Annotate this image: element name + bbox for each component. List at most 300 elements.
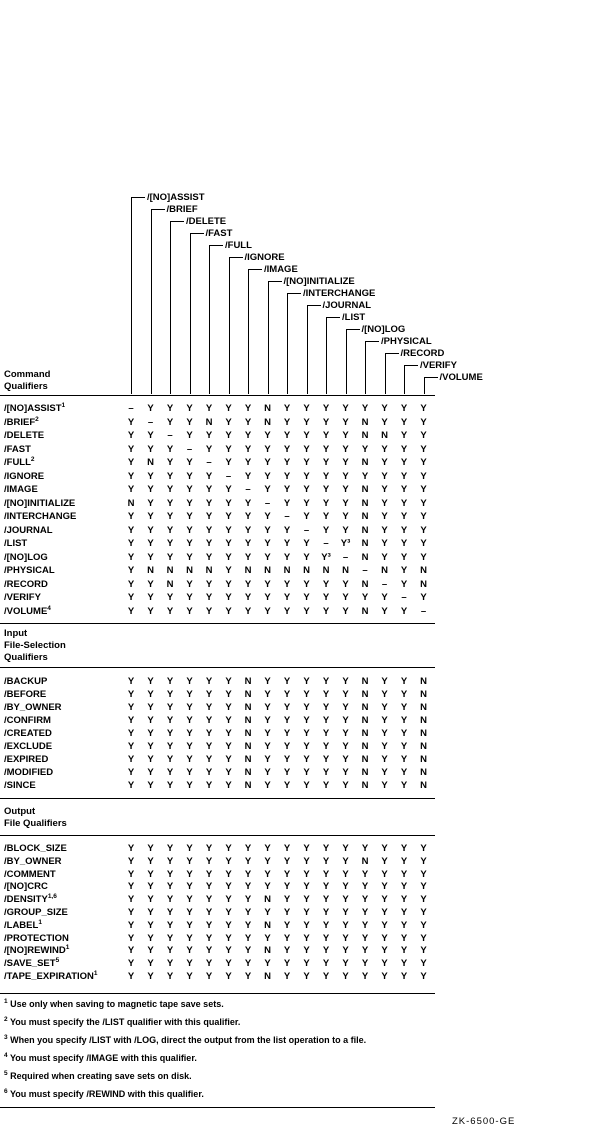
compat-cell: Y: [264, 538, 271, 549]
compat-cell: Y: [186, 971, 193, 982]
compat-cell: N: [205, 565, 213, 576]
header-leader-line: [170, 221, 171, 394]
row-label-text: /BLOCK_SIZE: [4, 843, 67, 854]
compat-cell: Y: [283, 605, 291, 617]
row-label-text: /VERIFY: [4, 592, 41, 603]
compat-cell: Y: [264, 881, 271, 893]
compat-cell: Y: [244, 443, 252, 455]
row-label-text: /DELETE: [4, 430, 45, 441]
compat-cell: Y³: [321, 551, 331, 563]
compat-cell: Y: [303, 592, 310, 603]
compat-cell: Y: [166, 767, 174, 778]
compat-cell: Y: [420, 592, 427, 603]
compat-cell: Y: [400, 511, 408, 522]
compat-cell: Y: [283, 484, 291, 495]
compat-cell: Y: [342, 484, 349, 495]
compat-cell: Y: [186, 958, 193, 970]
header-leader-tick: [424, 377, 438, 378]
compat-cell: Y: [400, 855, 408, 867]
compat-cell: Y: [225, 443, 232, 455]
compat-cell: Y: [244, 881, 252, 893]
compat-cell: Y: [186, 416, 193, 428]
compat-cell: Y: [244, 868, 252, 880]
compat-cell: Y: [225, 715, 232, 726]
compat-cell: N: [264, 403, 271, 414]
compat-cell: Y: [400, 524, 408, 536]
compat-cell: Y: [400, 971, 408, 982]
compat-cell: Y: [322, 702, 330, 713]
compat-cell: –: [303, 524, 310, 536]
compat-cell: –: [225, 470, 232, 482]
compat-cell: Y: [244, 605, 252, 617]
compat-cell: –: [167, 430, 173, 441]
header-leader-line: [131, 197, 132, 394]
compat-cell: Y: [342, 971, 349, 982]
compat-cell: Y: [127, 843, 135, 854]
compat-cell: Y: [400, 958, 408, 970]
column-header-label: /VERIFY: [420, 360, 457, 371]
header-leader-line: [287, 293, 288, 394]
compat-cell: Y: [420, 932, 427, 944]
compat-cell: Y: [303, 538, 310, 549]
row-label-text: /BRIEF: [4, 416, 36, 428]
compat-cell: Y: [342, 676, 349, 687]
compat-cell: Y: [186, 894, 193, 906]
compat-cell: Y: [244, 511, 252, 522]
column-header-label: /INTERCHANGE: [303, 288, 376, 299]
column-header-label: /VOLUME: [439, 372, 483, 383]
footnote: [4, 999, 224, 1010]
row-label-text: /RECORD: [4, 578, 48, 590]
compat-cell: Y: [322, 868, 330, 880]
column-header-label: /LIST: [342, 312, 366, 323]
compat-cell: Y: [381, 551, 388, 563]
compat-cell: Y: [420, 881, 427, 893]
compat-cell: Y: [147, 932, 154, 944]
row-label-text: /[NO]REWIND: [4, 945, 66, 957]
header-leader-tick: [151, 209, 165, 210]
compat-cell: Y: [400, 551, 408, 563]
compat-cell: Y: [166, 484, 174, 495]
compat-cell: Y: [361, 958, 369, 970]
compat-cell: Y: [205, 741, 213, 752]
compat-cell: Y: [283, 728, 291, 739]
compat-cell: Y: [127, 767, 135, 778]
compat-cell: –: [128, 403, 134, 414]
compat-cell: Y: [381, 689, 388, 700]
compat-cell: Y: [400, 843, 408, 854]
header-leader-tick: [287, 293, 301, 294]
section-title: Input File-Selection Qualifiers: [4, 628, 66, 663]
compat-cell: Y: [381, 715, 388, 726]
compat-cell: Y: [400, 689, 408, 700]
compat-cell: Y: [244, 416, 252, 428]
compat-cell: N: [205, 416, 213, 428]
compat-cell: Y: [420, 894, 427, 906]
compat-cell: Y: [381, 868, 388, 880]
compat-cell: Y: [166, 894, 174, 906]
compat-cell: Y: [166, 592, 174, 603]
compat-cell: Y: [127, 565, 135, 576]
row-label: [4, 843, 67, 854]
compat-cell: Y: [342, 881, 349, 893]
compat-cell: Y: [147, 689, 154, 700]
compat-cell: Y: [283, 538, 291, 549]
footnote-number: 6: [4, 1088, 8, 1095]
compat-cell: –: [147, 416, 154, 428]
row-label: [4, 702, 62, 713]
compat-cell: Y: [205, 538, 213, 549]
compat-cell: Y: [420, 958, 427, 970]
compat-cell: N: [361, 538, 369, 549]
compat-cell: Y: [322, 689, 330, 700]
compat-cell: Y: [186, 484, 193, 495]
compat-cell: Y: [244, 470, 252, 482]
compat-cell: Y: [283, 780, 291, 791]
compat-cell: Y: [420, 511, 427, 522]
compat-cell: Y: [244, 958, 252, 970]
compat-cell: Y: [381, 497, 388, 509]
header-leader-tick: [326, 317, 340, 318]
compat-cell: Y: [225, 767, 232, 778]
compat-cell: Y: [322, 741, 330, 752]
compat-cell: Y: [342, 754, 349, 765]
compat-cell: Y: [186, 728, 193, 739]
compat-cell: Y: [166, 881, 174, 893]
compat-cell: Y: [381, 676, 388, 687]
compat-cell: Y: [381, 538, 388, 549]
compat-cell: –: [401, 592, 407, 603]
compat-cell: Y: [225, 894, 232, 906]
compat-cell: Y: [264, 592, 271, 603]
compat-cell: Y: [342, 689, 349, 700]
section-rule: [0, 667, 435, 668]
row-label-text: /MODIFIED: [4, 767, 54, 778]
compat-cell: Y: [400, 676, 408, 687]
column-header-label: /DELETE: [186, 216, 227, 227]
footnote: [4, 1071, 192, 1082]
row-label: [4, 565, 55, 576]
compat-cell: Y: [166, 855, 174, 867]
compat-cell: Y: [166, 457, 174, 468]
compat-cell: Y: [205, 843, 213, 854]
compat-cell: Y: [283, 676, 291, 687]
compat-cell: Y: [147, 945, 154, 957]
row-label-text: /SINCE: [4, 780, 36, 791]
compat-cell: Y: [283, 578, 291, 590]
compat-cell: Y: [264, 484, 271, 495]
compat-cell: Y: [225, 511, 232, 522]
compat-cell: Y: [322, 715, 330, 726]
compat-cell: Y: [244, 524, 252, 536]
compat-cell: Y: [342, 843, 349, 854]
compat-cell: Y: [303, 470, 310, 482]
compat-cell: Y: [186, 715, 193, 726]
compat-cell: Y: [342, 945, 349, 957]
row-label-text: /SAVE_SET: [4, 958, 56, 970]
compat-cell: Y: [127, 702, 135, 713]
compat-cell: Y: [225, 741, 232, 752]
compat-cell: Y: [166, 470, 174, 482]
compat-cell: Y: [283, 592, 291, 603]
compat-cell: Y: [147, 702, 154, 713]
compat-cell: N: [244, 741, 252, 752]
compat-cell: Y: [264, 754, 271, 765]
compat-cell: Y: [244, 894, 252, 906]
compat-cell: Y: [342, 868, 349, 880]
compat-cell: Y: [342, 605, 349, 617]
compat-cell: Y: [283, 958, 291, 970]
row-label: [4, 971, 98, 982]
compat-cell: N: [361, 416, 369, 428]
compat-cell: Y: [322, 767, 330, 778]
row-label: [4, 907, 68, 918]
compat-cell: Y: [400, 497, 408, 509]
column-header-label: /[NO]INITIALIZE: [283, 276, 355, 287]
compat-cell: Y: [400, 728, 408, 739]
header-leader-line: [151, 209, 152, 394]
compat-cell: Y: [400, 578, 408, 590]
compat-cell: Y: [342, 728, 349, 739]
compat-cell: Y: [342, 894, 349, 906]
compat-cell: Y: [147, 551, 154, 563]
compat-cell: Y³: [340, 538, 351, 549]
compat-cell: Y: [400, 754, 408, 765]
compat-cell: Y: [186, 702, 193, 713]
footnote-text: You must specify the /LIST qualifier with this qualifier.: [7, 1017, 241, 1027]
compat-cell: Y: [264, 457, 271, 468]
compat-cell: Y: [381, 780, 388, 791]
compat-cell: Y: [166, 538, 174, 549]
row-label-text: /LABEL: [4, 919, 39, 931]
compat-cell: Y: [361, 945, 369, 957]
compat-cell: Y: [244, 855, 252, 867]
compat-cell: Y: [283, 767, 291, 778]
compat-cell: Y: [400, 484, 408, 495]
compat-cell: N: [361, 741, 369, 752]
compat-cell: N: [381, 565, 388, 576]
compat-cell: Y: [381, 592, 388, 603]
compat-cell: Y: [283, 971, 291, 982]
row-label: [4, 676, 47, 687]
compat-cell: Y: [264, 470, 271, 482]
compat-cell: Y: [186, 470, 193, 482]
compat-cell: Y: [225, 971, 232, 982]
header-leader-line: [229, 257, 230, 394]
compat-cell: Y: [303, 443, 310, 455]
compat-cell: Y: [186, 855, 193, 867]
row-label: [4, 579, 48, 590]
compat-cell: Y: [303, 958, 310, 970]
compat-cell: Y: [361, 971, 369, 982]
header-leader-line: [424, 377, 425, 394]
compat-cell: Y: [186, 767, 193, 778]
compat-cell: N: [361, 715, 369, 726]
compat-cell: Y: [283, 932, 291, 944]
compat-cell: Y: [264, 868, 271, 880]
compat-cell: Y: [147, 524, 154, 536]
compat-cell: Y: [342, 780, 349, 791]
row-label-text: /BY_OWNER: [4, 702, 62, 713]
compat-cell: N: [264, 945, 271, 957]
compat-cell: Y: [381, 894, 388, 906]
compat-cell: Y: [166, 907, 174, 918]
compat-cell: N: [361, 780, 369, 791]
compat-cell: Y: [342, 592, 349, 603]
compat-cell: Y: [342, 741, 349, 752]
compat-cell: Y: [342, 932, 349, 944]
compat-cell: Y: [322, 416, 330, 428]
header-leader-tick: [229, 257, 243, 258]
section-rule: [0, 835, 435, 836]
compat-cell: Y: [127, 971, 135, 982]
compat-cell: Y: [303, 430, 310, 441]
compat-cell: Y: [166, 958, 174, 970]
compat-cell: Y: [166, 689, 174, 700]
footnote-text: When you specify /LIST with /LOG, direct the output from the list operation to a file.: [7, 1035, 367, 1045]
compat-cell: Y: [244, 457, 252, 468]
compat-cell: N: [420, 741, 427, 752]
compat-cell: Y: [186, 511, 193, 522]
compat-cell: Y: [225, 945, 232, 957]
compat-cell: Y: [322, 907, 330, 918]
compat-cell: Y: [264, 605, 271, 617]
row-label-text: /PROTECTION: [4, 932, 69, 944]
compat-cell: Y: [205, 780, 213, 791]
compat-cell: Y: [283, 907, 291, 918]
compat-cell: Y: [166, 497, 174, 509]
compat-cell: Y: [303, 511, 310, 522]
compat-cell: Y: [166, 945, 174, 957]
compat-cell: Y: [244, 538, 252, 549]
compat-cell: Y: [322, 676, 330, 687]
compat-cell: Y: [322, 881, 330, 893]
row-label-text: /FAST: [4, 443, 31, 455]
compat-cell: Y: [147, 592, 154, 603]
compat-cell: Y: [283, 443, 291, 455]
compat-cell: Y: [342, 767, 349, 778]
compat-cell: Y: [381, 958, 388, 970]
compat-cell: Y: [166, 551, 174, 563]
compat-cell: –: [342, 551, 349, 563]
compat-cell: N: [420, 702, 427, 713]
compat-cell: Y: [342, 430, 349, 441]
compat-cell: Y: [283, 702, 291, 713]
header-leader-line: [385, 353, 386, 394]
compat-cell: N: [361, 702, 369, 713]
row-label: [4, 592, 41, 603]
row-label: [4, 552, 48, 563]
compat-cell: Y: [420, 430, 427, 441]
row-label-text: /GROUP_SIZE: [4, 907, 68, 918]
compat-cell: Y: [186, 605, 193, 617]
compat-cell: Y: [186, 524, 193, 536]
compat-cell: Y: [205, 443, 213, 455]
header-leader-tick: [404, 365, 418, 366]
compat-cell: Y: [303, 457, 310, 468]
compat-cell: N: [244, 780, 252, 791]
row-label-text: /EXPIRED: [4, 754, 49, 765]
compat-cell: Y: [400, 780, 408, 791]
compat-cell: Y: [342, 578, 349, 590]
compat-cell: Y: [205, 511, 213, 522]
compat-cell: Y: [400, 416, 408, 428]
compat-cell: Y: [322, 843, 330, 854]
compat-cell: Y: [127, 932, 135, 944]
compat-cell: Y: [205, 855, 213, 867]
compat-cell: Y: [166, 971, 174, 982]
compat-cell: Y: [283, 919, 291, 931]
compat-cell: N: [361, 578, 369, 590]
compat-cell: Y: [400, 605, 408, 617]
footnote-number: 1: [4, 998, 8, 1005]
compat-cell: N: [264, 565, 271, 576]
compat-cell: Y: [264, 511, 271, 522]
compat-cell: Y: [400, 565, 408, 576]
compat-cell: Y: [225, 881, 232, 893]
compat-cell: Y: [186, 919, 193, 931]
compat-cell: Y: [127, 907, 135, 918]
compat-cell: Y: [322, 524, 330, 536]
compat-cell: Y: [205, 881, 213, 893]
compat-cell: Y: [400, 932, 408, 944]
compat-cell: Y: [205, 894, 213, 906]
compat-cell: Y: [147, 767, 154, 778]
compat-cell: Y: [127, 524, 135, 536]
compat-cell: N: [147, 457, 154, 468]
compat-cell: Y: [147, 470, 154, 482]
compat-cell: Y: [127, 538, 135, 549]
row-label: [4, 471, 44, 482]
compat-cell: Y: [342, 715, 349, 726]
compat-cell: Y: [147, 443, 154, 455]
footnote-text: Use only when saving to magnetic tape save sets.: [7, 999, 224, 1009]
compat-cell: Y: [420, 443, 427, 455]
compat-cell: N: [244, 676, 252, 687]
row-label-text: /BEFORE: [4, 689, 47, 700]
header-leader-tick: [248, 269, 262, 270]
row-label-text: /[NO]ASSIST: [4, 403, 62, 414]
footnote-text: You must specify /IMAGE with this qualifier.: [7, 1053, 197, 1063]
compat-cell: Y: [225, 676, 232, 687]
compat-cell: Y: [420, 416, 427, 428]
compat-cell: N: [264, 919, 271, 931]
compat-cell: Y: [322, 605, 330, 617]
footnote: [4, 1035, 366, 1046]
compat-cell: Y: [205, 689, 213, 700]
compat-cell: Y: [186, 592, 193, 603]
compat-cell: Y: [225, 843, 232, 854]
compat-cell: Y: [400, 715, 408, 726]
compat-cell: Y: [283, 524, 291, 536]
row-label-text: /FULL: [4, 457, 31, 468]
compat-cell: Y: [205, 932, 213, 944]
footnote-ref: 1: [65, 944, 70, 952]
compat-cell: Y: [381, 524, 388, 536]
compat-cell: Y: [186, 907, 193, 918]
compat-cell: Y: [264, 702, 271, 713]
row-label: [4, 444, 31, 455]
compat-cell: Y: [147, 868, 154, 880]
column-header-label: /[NO]LOG: [361, 324, 406, 335]
compat-cell: Y: [283, 457, 291, 468]
compat-cell: Y: [303, 767, 310, 778]
compat-cell: Y: [264, 551, 271, 563]
row-label: [4, 715, 51, 726]
compat-cell: N: [244, 728, 252, 739]
compat-cell: Y: [381, 767, 388, 778]
compat-cell: Y: [420, 945, 427, 957]
